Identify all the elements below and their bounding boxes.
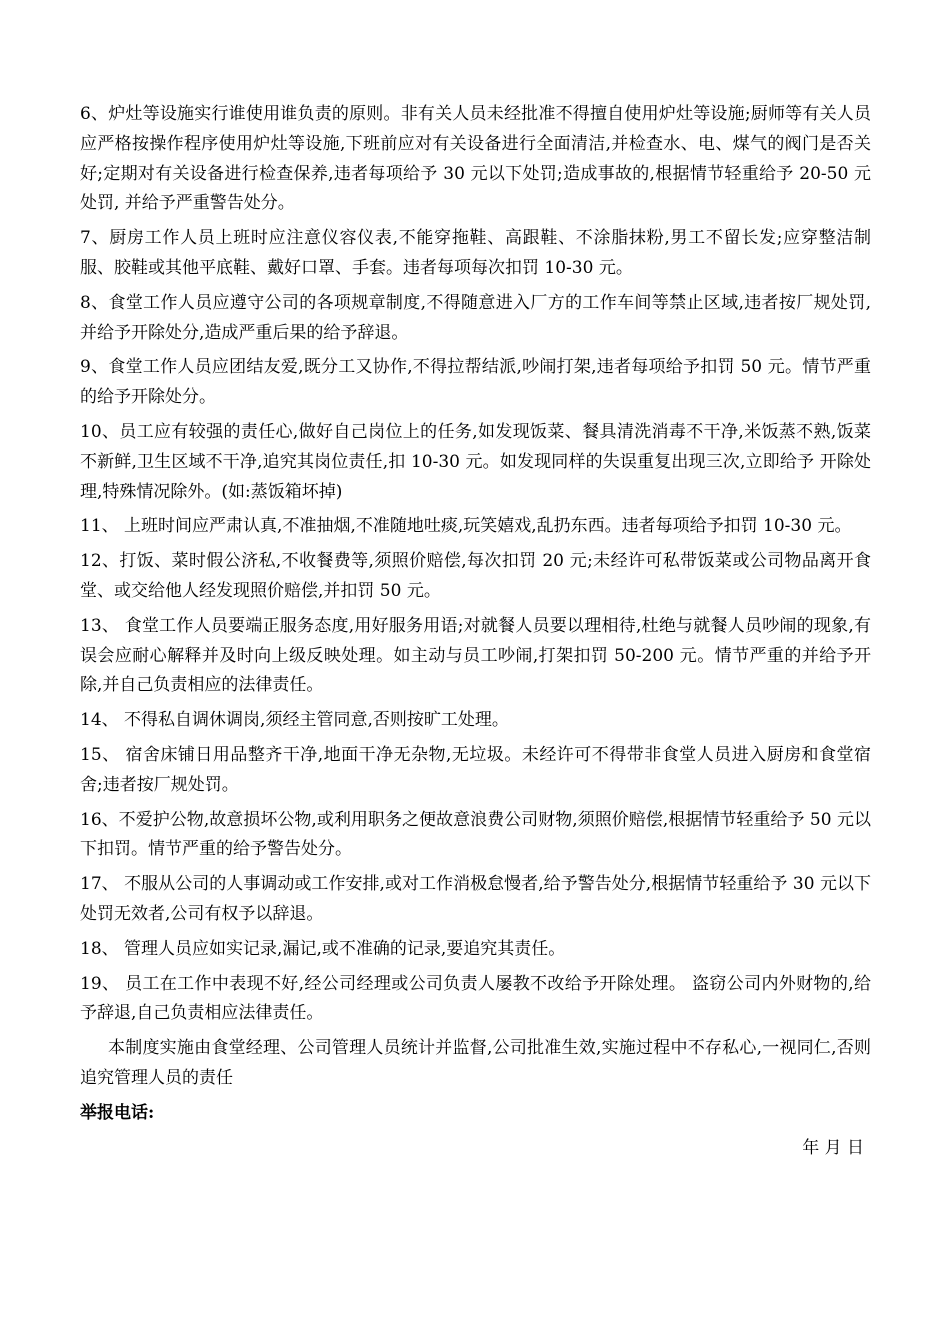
date-line: 年 月 日 — [802, 1137, 864, 1158]
rule-item-12: 12、打饭、菜时假公济私,不收餐费等,须照价赔偿,每次扣罚 20 元;未经许可私带饭菜或公司物品离开食堂、或交给他人经发现照价赔偿,并扣罚 50 元。 — [80, 551, 871, 601]
rule-item-7: 7、厨房工作人员上班时应注意仪容仪表,不能穿拖鞋、高跟鞋、不涂脂抹粉,男工不留长发;应穿整洁制服、胶鞋或其他平底鞋、戴好口罩、手套。违者每项每次扣罚 10-30 元。 — [80, 228, 871, 278]
rule-item-13: 13、 食堂工作人员要端正服务态度,用好服务用语;对就餐人员要以理相待,杜绝与就餐人员吵闹的现象,有误会应耐心解释并及时向上级反映处理。如主动与员工吵闹,打架扣罚 50-200 元。情节严重的并给予开除,并自己负责相应的法律责任。 — [80, 615, 871, 696]
rule-item-14: 14、 不得私自调休调岗,须经主管同意,否则按旷工处理。 — [80, 710, 509, 731]
rule-item-8: 8、食堂工作人员应遵守公司的各项规章制度,不得随意进入厂方的工作车间等禁止区域,违者按厂规处罚,并给予开除处分,造成严重后果的给予辞退。 — [80, 292, 871, 343]
rule-item-10: 10、员工应有较强的责任心,做好自己岗位上的任务,如发现饭菜、餐具清洗消毒不干净,米饭蒸不熟,饭菜不新鲜,卫生区域不干净,追究其岗位责任,扣 10-30 元。如发现同样的失误重复出现三次,立即给予 开除处理,特殊情况除外。(如:蒸饭箱坏掉) — [80, 421, 871, 502]
rule-item-11: 11、 上班时间应严肃认真,不准抽烟,不准随地吐痰,玩笑嬉戏,乱扔东西。违者每项给予扣罚 10-30 元。 — [80, 516, 852, 537]
rule-item-15: 15、 宿舍床铺日用品整齐干净,地面干净无杂物,无垃圾。未经许可不得带非食堂人员进入厨房和食堂宿舍;违者按厂规处罚。 — [80, 744, 871, 795]
rule-item-19: 19、 员工在工作中表现不好,经公司经理或公司负责人屡教不改给予开除处理。 盗窃公司内外财物的,给予辞退,自己负责相应法律责任。 — [80, 973, 871, 1024]
rule-item-9: 9、食堂工作人员应团结友爱,既分工又协作,不得拉帮结派,吵闹打架,违者每项给予扣罚 50 元。情节严重的给予开除处分。 — [80, 357, 871, 408]
rule-item-16: 16、不爱护公物,故意损坏公物,或利用职务之便故意浪费公司财物,须照价赔偿,根据情节轻重给予 50 元以下扣罚。情节严重的给予警告处分。 — [80, 809, 871, 860]
rule-item-17: 17、 不服从公司的人事调动或工作安排,或对工作消极怠慢者,给予警告处分,根据情节轻重给予 30 元以下处罚无效者,公司有权予以辞退。 — [80, 874, 871, 924]
closing-paragraph: 本制度实施由食堂经理、公司管理人员统计并监督,公司批准生效,实施过程中不存私心,一视同仁,否则追究管理人员的责任 — [80, 1038, 871, 1088]
rule-item-18: 18、 管理人员应如实记录,漏记,或不准确的记录,要追究其责任。 — [80, 938, 566, 959]
document-content — [80, 100, 871, 1168]
rule-item-6: 6、炉灶等设施实行谁使用谁负责的原则。非有关人员未经批准不得擅自使用炉灶等设施;厨师等有关人员应严格按操作程序使用炉灶等设施,下班前应对有关设备进行全面清洁,并检查水、电、煤气的阀门是否关好;定期对有关设备进行检查保养,违者每项给予 30 元以下处罚;造成事故的,根据情节轻重给予 20-50 元处罚, 并给予严重警告处分。 — [80, 104, 871, 214]
report-phone-label: 举报电话: — [80, 1102, 155, 1123]
